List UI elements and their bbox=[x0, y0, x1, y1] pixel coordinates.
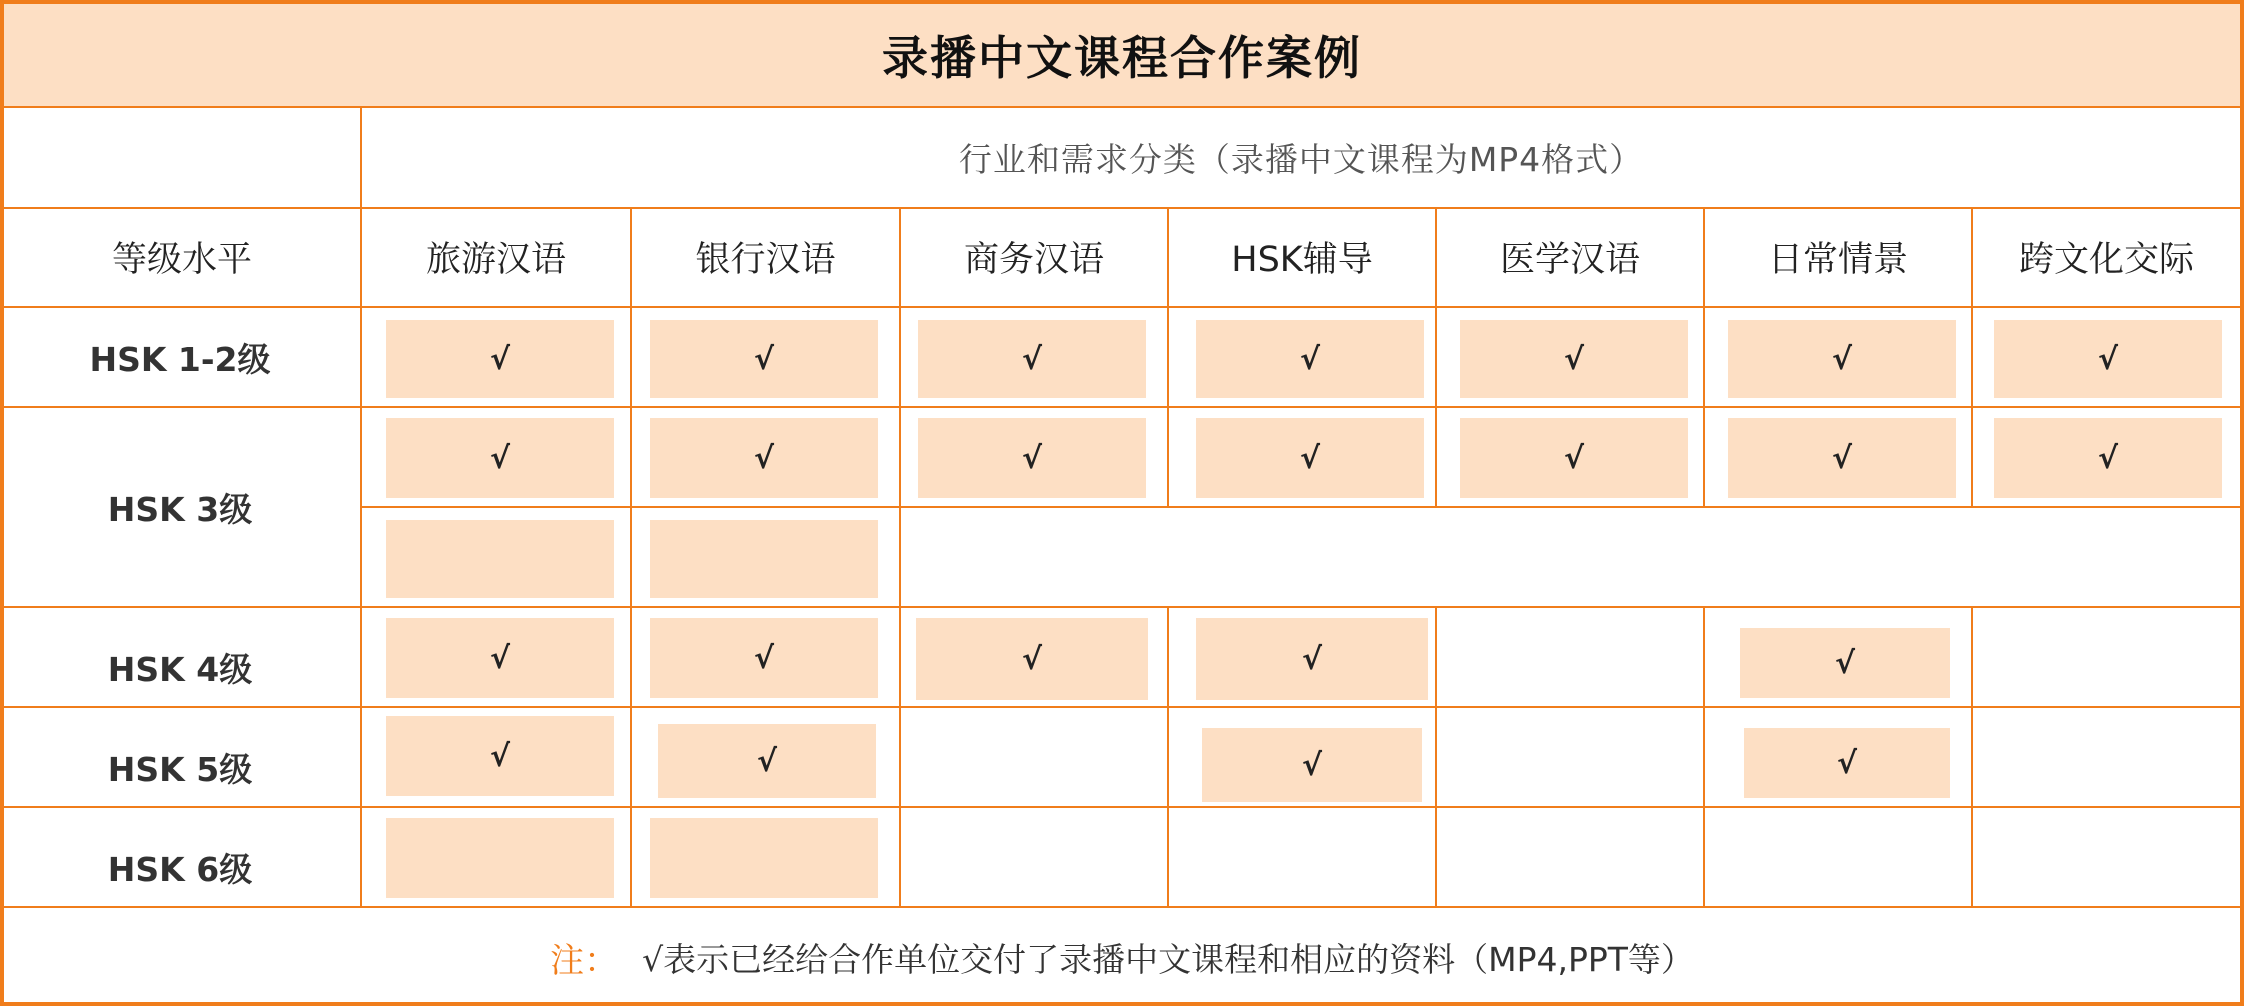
grid-line bbox=[630, 207, 632, 906]
grid-line bbox=[1435, 606, 1437, 906]
check-mark: √ bbox=[1021, 341, 1042, 377]
table-cell bbox=[1196, 320, 1424, 398]
table-cell bbox=[650, 418, 878, 498]
check-mark: √ bbox=[756, 743, 777, 779]
column-header: HSK辅导 bbox=[1231, 240, 1373, 280]
check-mark: √ bbox=[1021, 641, 1042, 677]
table-cell bbox=[1460, 320, 1688, 398]
check-mark: √ bbox=[489, 341, 510, 377]
table-cell bbox=[650, 618, 878, 698]
column-header: 跨文化交际 bbox=[2018, 240, 2194, 280]
check-mark: √ bbox=[753, 341, 774, 377]
table-cell bbox=[1728, 320, 1956, 398]
table-cell bbox=[1196, 618, 1428, 700]
table-cell bbox=[918, 418, 1146, 498]
table-cell bbox=[1740, 628, 1950, 698]
table-cell bbox=[1994, 418, 2222, 498]
check-mark: √ bbox=[1563, 440, 1584, 476]
column-header: 日常情景 bbox=[1767, 240, 1908, 280]
table-cell bbox=[386, 818, 614, 898]
table-cell bbox=[386, 716, 614, 796]
column-header: 医学汉语 bbox=[1499, 240, 1640, 280]
check-mark: √ bbox=[489, 440, 510, 476]
table-cell bbox=[650, 818, 878, 898]
check-mark: √ bbox=[1301, 747, 1322, 783]
table-cell bbox=[650, 520, 878, 598]
table-cell bbox=[1994, 320, 2222, 398]
table-cell bbox=[1744, 728, 1950, 798]
table-cell bbox=[386, 520, 614, 598]
table-cell bbox=[918, 320, 1146, 398]
row-label: HSK 5级 bbox=[107, 749, 253, 789]
column-header: 旅游汉语 bbox=[425, 240, 566, 280]
check-mark: √ bbox=[1834, 645, 1855, 681]
check-mark: √ bbox=[753, 640, 774, 676]
page-title: 录播中文课程合作案例 bbox=[882, 31, 1362, 85]
table-cell bbox=[1196, 418, 1424, 498]
check-mark: √ bbox=[1563, 341, 1584, 377]
grid-line bbox=[362, 506, 2240, 508]
table-cell bbox=[386, 618, 614, 698]
category-header: 行业和需求分类（录播中文课程为MP4格式） bbox=[958, 140, 1644, 179]
row-label: HSK 6级 bbox=[107, 849, 253, 889]
row-label: HSK 4级 bbox=[107, 649, 253, 689]
column-header: 商务汉语 bbox=[963, 240, 1104, 280]
check-mark: √ bbox=[489, 640, 510, 676]
check-mark: √ bbox=[1299, 440, 1320, 476]
check-mark: √ bbox=[1299, 341, 1320, 377]
grid-line bbox=[1703, 606, 1705, 906]
footnote bbox=[4, 912, 2240, 1002]
grid-line bbox=[899, 207, 901, 906]
table-cell bbox=[916, 618, 1148, 700]
level-header: 等级水平 bbox=[111, 240, 252, 280]
grid-line bbox=[1167, 606, 1169, 906]
check-mark: √ bbox=[2097, 440, 2118, 476]
check-mark: √ bbox=[1831, 341, 1852, 377]
title-bar bbox=[4, 4, 2240, 106]
table-cell bbox=[1460, 418, 1688, 498]
check-mark: √ bbox=[1836, 745, 1857, 781]
check-mark: √ bbox=[753, 440, 774, 476]
grid-line bbox=[1971, 606, 1973, 906]
row-label: HSK 1-2级 bbox=[89, 339, 271, 379]
table-cell bbox=[386, 320, 614, 398]
check-mark: √ bbox=[2097, 341, 2118, 377]
table-cell bbox=[1202, 728, 1422, 802]
table-cell bbox=[1728, 418, 1956, 498]
footnote-text: √表示已经给合作单位交付了录播中文课程和相应的资料（MP4,PPT等） bbox=[642, 939, 1694, 979]
table-cell bbox=[658, 724, 876, 798]
check-mark: √ bbox=[1831, 440, 1852, 476]
table-cell bbox=[386, 418, 614, 498]
check-mark: √ bbox=[1301, 641, 1322, 677]
footnote-label: 注： bbox=[550, 940, 619, 981]
column-header: 银行汉语 bbox=[695, 240, 836, 280]
table-cell bbox=[650, 320, 878, 398]
row-label: HSK 3级 bbox=[107, 489, 253, 529]
check-mark: √ bbox=[1021, 440, 1042, 476]
check-mark: √ bbox=[489, 738, 510, 774]
